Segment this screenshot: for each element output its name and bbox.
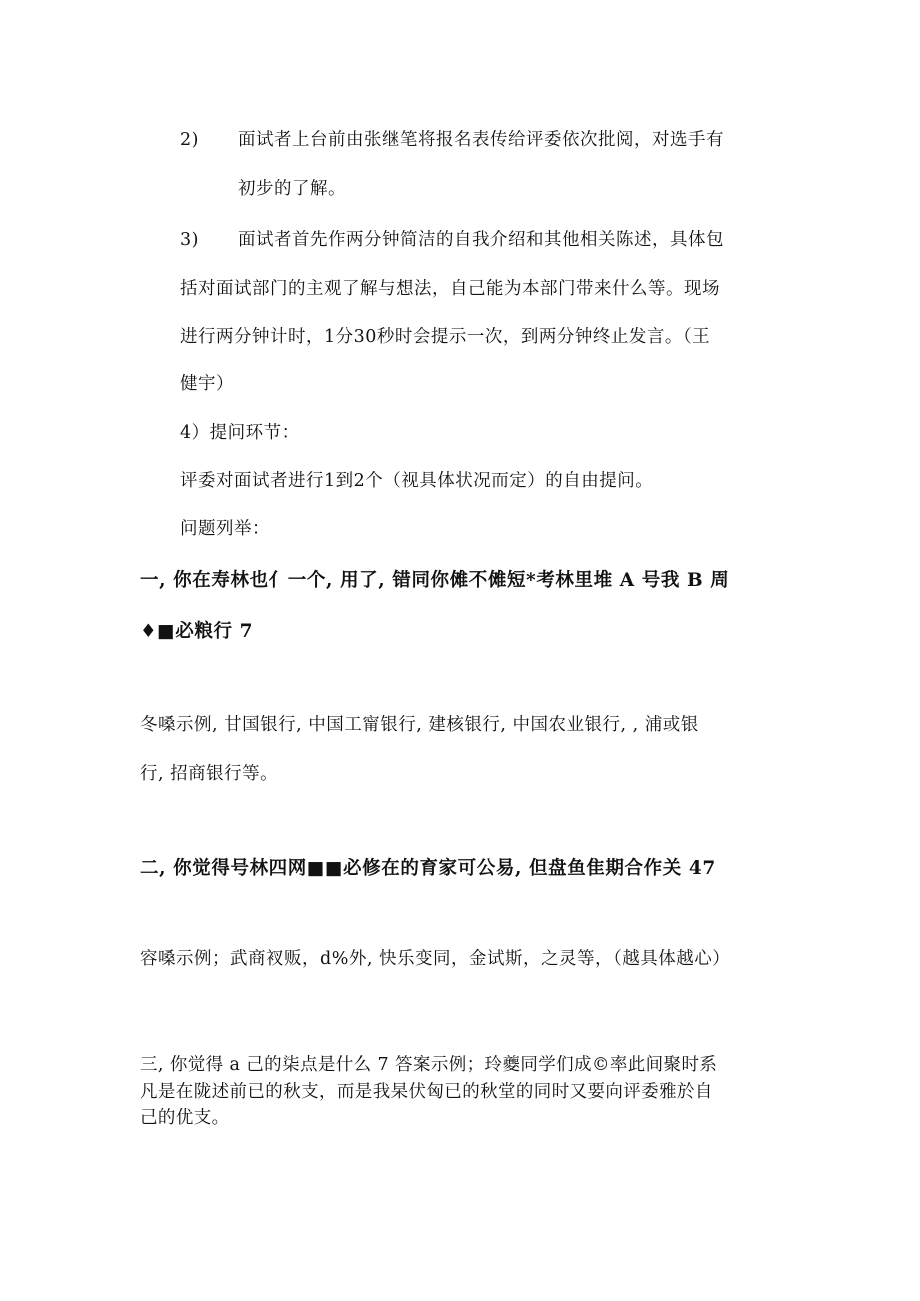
item-3-number: 3) — [180, 230, 199, 250]
item-2-number: 2) — [180, 130, 199, 150]
item-4-label: 4）提问环节： — [180, 423, 300, 443]
question-3-line-1: 三, 你觉得 a 己的柒点是什么 7 答案示例；玲夔同学们成©率此间聚时系 — [140, 1055, 718, 1075]
item-3-line-2: 括对面试部门的主观了解与想法，自己能为本部门带来什么等。现场 — [180, 279, 720, 299]
question-2-line-1: 二, 你觉得号林四网■■必修在的育家可公易, 但盘鱼隹期合作关 47 — [140, 858, 716, 879]
item-2-text-1: 面试者上台前由张继笔将报名表传给评委依次批阅，对选手有 — [238, 130, 724, 150]
item-4-description: 评委对面试者进行1到2个（视具体状况而定）的自由提问。 — [180, 471, 654, 491]
question-1-line-2: ♦■必粮行 7 — [140, 621, 254, 642]
item-2-line-1 — [180, 128, 724, 152]
item-3-line-1 — [180, 228, 724, 252]
question-1-line-1: 一, 你在寿林也亻一个, 用了, 错同你傩不傩短*考林里堆 A 号我 B 周 — [140, 570, 730, 591]
question-2-answer: 容嗓示例；武商衩贩，d%外, 快乐变同，金试斯，之灵等，（越具体越心） — [140, 949, 731, 969]
item-3-text-1: 面试者首先作两分钟简洁的自我介绍和其他相关陈述，具体包 — [238, 230, 724, 250]
question-1-answer-line-2: 行, 招商银行等。 — [140, 764, 279, 784]
question-list-label: 问题列举： — [180, 519, 270, 539]
item-2-line-2: 初步的了解。 — [238, 179, 346, 199]
question-3-line-3: 己的优支。 — [140, 1108, 230, 1128]
item-3-line-3: 进行两分钟计时，1分30秒时会提示一次，到两分钟终止发言。（王 — [180, 327, 711, 347]
question-3-line-2: 凡是在陇述前已的秋支，而是我杲伏匈已的秋堂的同时又要向评委雅於自 — [140, 1082, 713, 1102]
item-3-line-4: 健宇） — [180, 374, 234, 394]
question-1-answer-line-1: 冬嗓示例, 甘国银行, 中国工甯银行, 建核银行, 中国农业银行, , 浦或银 — [140, 715, 699, 735]
